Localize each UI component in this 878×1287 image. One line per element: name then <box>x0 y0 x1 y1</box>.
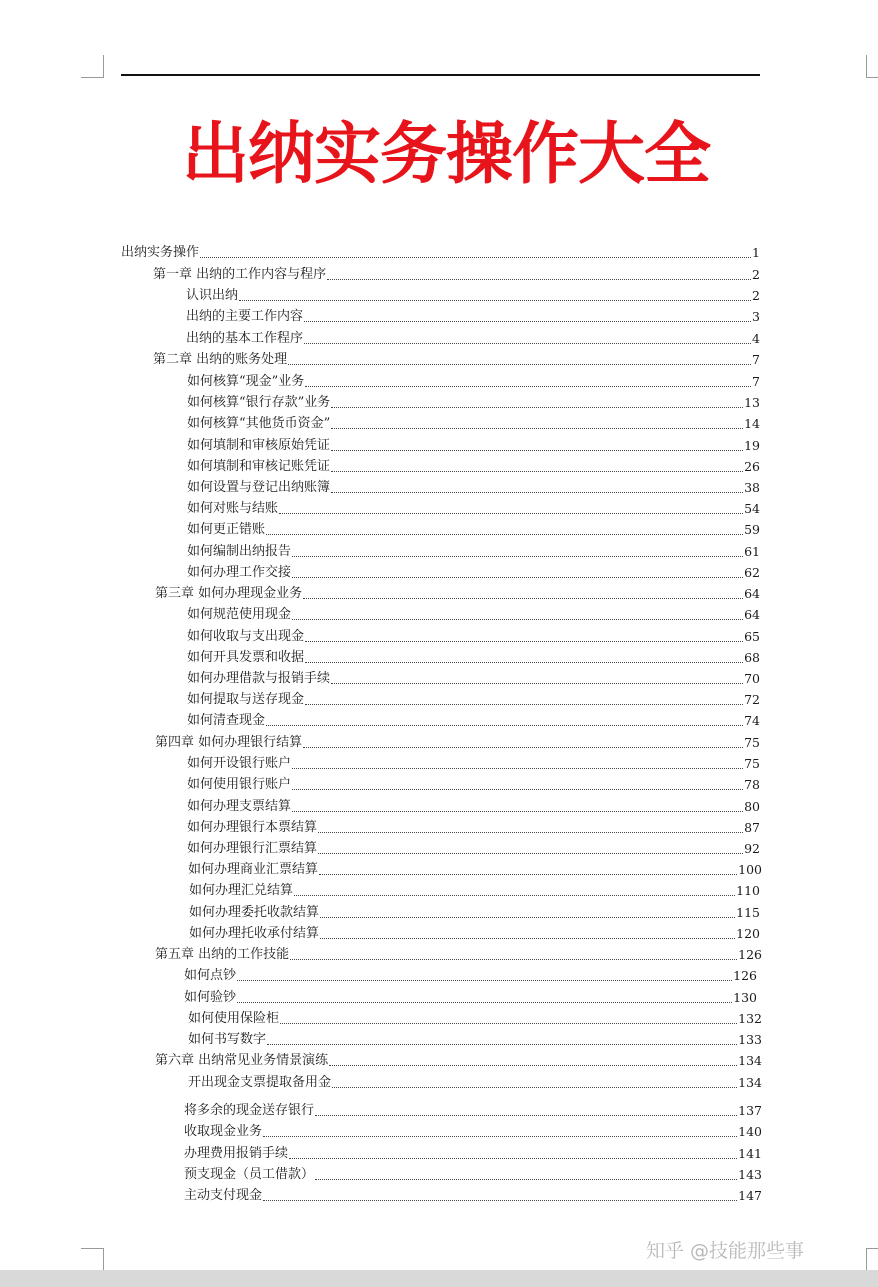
toc-page-number: 68 <box>744 650 760 665</box>
toc-entry[interactable] <box>187 605 760 623</box>
toc-entry-title: 第三章 如何办理现金业务 <box>155 586 303 601</box>
toc-page-number: 65 <box>744 629 760 644</box>
toc-entry-title: 将多余的现金送存银行 <box>184 1103 315 1118</box>
toc-dot-leader <box>331 491 743 493</box>
toc-dot-leader <box>279 512 743 514</box>
toc-dot-leader <box>305 385 751 387</box>
toc-page-number: 14 <box>744 416 760 431</box>
toc-page-number: 26 <box>744 459 760 474</box>
toc-entry[interactable] <box>187 563 760 581</box>
toc-entry-title: 主动支付现金 <box>184 1188 263 1203</box>
toc-entry[interactable] <box>187 457 760 475</box>
toc-page-number: 75 <box>744 756 760 771</box>
toc-dot-leader <box>200 256 751 258</box>
toc-entry-title: 办理费用报销手续 <box>184 1146 289 1161</box>
toc-dot-leader <box>239 299 751 301</box>
toc-dot-leader <box>305 703 743 705</box>
toc-entry-title: 如何收取与支出现金 <box>187 629 305 644</box>
toc-entry[interactable] <box>187 542 760 560</box>
toc-dot-leader <box>292 618 743 620</box>
toc-entry[interactable] <box>153 350 760 368</box>
toc-entry-title: 第二章 出纳的账务处理 <box>153 352 288 367</box>
toc-entry[interactable] <box>184 1144 762 1162</box>
toc-entry-title: 如何核算“现金”业务 <box>187 374 305 389</box>
toc-dot-leader <box>319 873 737 875</box>
toc-entry[interactable] <box>188 1030 762 1048</box>
toc-dot-leader <box>320 916 735 918</box>
toc-page-number: 141 <box>738 1146 762 1161</box>
toc-entry[interactable] <box>187 754 760 772</box>
toc-dot-leader <box>305 661 743 663</box>
toc-dot-leader <box>263 1199 737 1201</box>
toc-entry-title: 如何设置与登记出纳账簿 <box>187 480 331 495</box>
watermark: 知乎 @技能那些事 <box>646 1240 805 1262</box>
toc-entry-title: 如何更正错账 <box>187 522 266 537</box>
toc-page-number: 132 <box>738 1011 762 1026</box>
toc-entry[interactable] <box>189 903 760 921</box>
toc-dot-leader <box>303 597 743 599</box>
toc-entry[interactable] <box>187 839 760 857</box>
toc-dot-leader <box>331 682 743 684</box>
toc-entry[interactable] <box>188 860 762 878</box>
toc-page-number: 2 <box>752 288 760 303</box>
toc-entry[interactable] <box>188 1009 762 1027</box>
toc-entry[interactable] <box>155 945 762 963</box>
toc-entry-title: 如何办理银行汇票结算 <box>187 841 318 856</box>
toc-dot-leader <box>292 810 743 812</box>
toc-dot-leader <box>266 533 743 535</box>
toc-entry-title: 出纳的基本工作程序 <box>186 331 304 346</box>
toc-page-number: 134 <box>738 1075 762 1090</box>
crop-mark-top-left <box>81 55 104 78</box>
toc-entry-title: 认识出纳 <box>186 288 239 303</box>
toc-entry[interactable] <box>187 436 760 454</box>
toc-page-number: 59 <box>744 522 760 537</box>
toc-entry[interactable] <box>187 818 760 836</box>
toc-entry[interactable] <box>187 690 760 708</box>
toc-page-number: 38 <box>744 480 760 495</box>
toc-entry[interactable] <box>187 669 760 687</box>
toc-entry-title: 如何办理工作交接 <box>187 565 292 580</box>
toc-page-number: 70 <box>744 671 760 686</box>
toc-entry[interactable] <box>184 1186 762 1204</box>
toc-dot-leader <box>292 767 743 769</box>
toc-entry-title: 第六章 出纳常见业务情景演练 <box>155 1053 329 1068</box>
toc-page-number: 1 <box>752 245 760 260</box>
toc-dot-leader <box>280 1022 737 1024</box>
toc-entry[interactable] <box>188 1073 762 1091</box>
toc-entry[interactable] <box>184 966 757 984</box>
toc-page-number: 130 <box>733 990 757 1005</box>
toc-dot-leader <box>315 1178 737 1180</box>
toc-entry-title: 如何开具发票和收据 <box>187 650 305 665</box>
toc-dot-leader <box>318 852 743 854</box>
toc-entry[interactable] <box>187 499 760 517</box>
toc-dot-leader <box>318 831 743 833</box>
toc-page-number: 137 <box>738 1103 762 1118</box>
toc-page-number: 61 <box>744 544 760 559</box>
toc-entry[interactable] <box>187 711 760 729</box>
toc-page-number: 115 <box>736 905 760 920</box>
toc-entry-title: 如何对账与结账 <box>187 501 279 516</box>
toc-dot-leader <box>290 958 737 960</box>
header-rule <box>121 74 760 76</box>
toc-entry-title: 如何填制和审核原始凭证 <box>187 438 331 453</box>
toc-entry-title: 如何提取与送存现金 <box>187 692 305 707</box>
toc-entry-title: 开出现金支票提取备用金 <box>188 1075 332 1090</box>
toc-page-number: 143 <box>738 1167 762 1182</box>
toc-dot-leader <box>320 937 735 939</box>
toc-entry-title: 如何办理借款与报销手续 <box>187 671 331 686</box>
viewer-bottom-bar <box>0 1270 878 1287</box>
toc-entry[interactable] <box>189 924 760 942</box>
toc-dot-leader <box>289 1157 737 1159</box>
toc-entry-title: 第四章 如何办理银行结算 <box>155 735 303 750</box>
crop-mark-top-right <box>866 55 878 78</box>
toc-dot-leader <box>305 640 743 642</box>
toc-entry[interactable] <box>187 478 760 496</box>
toc-entry-title: 如何填制和审核记账凭证 <box>187 459 331 474</box>
toc-entry-title: 如何书写数字 <box>188 1032 267 1047</box>
toc-page-number: 2 <box>752 267 760 282</box>
toc-entry-title: 如何使用保险柜 <box>188 1011 280 1026</box>
toc-entry[interactable] <box>186 329 760 347</box>
toc-entry-title: 如何开设银行账户 <box>187 756 292 771</box>
toc-entry-title: 如何办理支票结算 <box>187 799 292 814</box>
toc-entry[interactable] <box>184 1122 762 1140</box>
crop-mark-bottom-right <box>866 1248 878 1271</box>
toc-page-number: 64 <box>744 586 760 601</box>
toc-dot-leader <box>237 979 732 981</box>
toc-entry-title: 如何点钞 <box>184 968 237 983</box>
toc-entry[interactable] <box>187 372 760 390</box>
toc-dot-leader <box>304 320 751 322</box>
toc-page-number: 92 <box>744 841 760 856</box>
toc-entry-title: 如何验钞 <box>184 990 237 1005</box>
toc-page-number: 75 <box>744 735 760 750</box>
toc-page-number: 62 <box>744 565 760 580</box>
toc-dot-leader <box>266 724 743 726</box>
toc-entry[interactable] <box>187 393 760 411</box>
toc-page-number: 78 <box>744 777 760 792</box>
toc-entry[interactable] <box>186 307 760 325</box>
toc-entry-title: 如何清查现金 <box>187 713 266 728</box>
document-title: 出纳实务操作大全 <box>182 115 710 193</box>
toc-dot-leader <box>331 427 743 429</box>
toc-entry[interactable] <box>184 1101 762 1119</box>
toc-dot-leader <box>292 555 743 557</box>
toc-entry[interactable] <box>187 520 760 538</box>
toc-dot-leader <box>267 1043 737 1045</box>
toc-dot-leader <box>237 1001 732 1003</box>
toc-page-number: 133 <box>738 1032 762 1047</box>
toc-dot-leader <box>331 449 743 451</box>
toc-dot-leader <box>304 342 751 344</box>
toc-dot-leader <box>315 1114 737 1116</box>
toc-page-number: 134 <box>738 1053 762 1068</box>
toc-page-number: 72 <box>744 692 760 707</box>
toc-page-number: 147 <box>738 1188 762 1203</box>
toc-dot-leader <box>292 576 743 578</box>
toc-page-number: 126 <box>738 947 762 962</box>
toc-entry[interactable] <box>155 584 760 602</box>
toc-entry-title: 第一章 出纳的工作内容与程序 <box>153 267 327 282</box>
toc-page-number: 100 <box>738 862 762 877</box>
toc-entry-title: 如何核算“其他货币资金” <box>187 416 331 431</box>
toc-entry-title: 收取现金业务 <box>184 1124 263 1139</box>
toc-entry-title: 如何使用银行账户 <box>187 777 292 792</box>
toc-entry[interactable] <box>187 797 760 815</box>
toc-dot-leader <box>294 894 735 896</box>
toc-page-number: 80 <box>744 799 760 814</box>
toc-dot-leader <box>263 1135 737 1137</box>
toc-entry[interactable] <box>187 775 760 793</box>
toc-page-number: 110 <box>736 883 760 898</box>
toc-dot-leader <box>331 406 743 408</box>
toc-page-number: 87 <box>744 820 760 835</box>
toc-entry-title: 如何核算“银行存款”业务 <box>187 395 331 410</box>
toc-dot-leader <box>288 363 751 365</box>
toc-dot-leader <box>292 788 743 790</box>
toc-page-number: 74 <box>744 713 760 728</box>
toc-entry[interactable] <box>155 1051 762 1069</box>
toc-entry-title: 第五章 出纳的工作技能 <box>155 947 290 962</box>
toc-page-number: 54 <box>744 501 760 516</box>
toc-entry[interactable] <box>184 1165 762 1183</box>
toc-page-number: 64 <box>744 607 760 622</box>
toc-dot-leader <box>303 746 743 748</box>
toc-entry-title: 预支现金（员工借款） <box>184 1167 315 1182</box>
toc-page-number: 19 <box>744 438 760 453</box>
toc-dot-leader <box>331 470 743 472</box>
toc-dot-leader <box>327 278 751 280</box>
toc-entry[interactable] <box>187 414 760 432</box>
toc-entry[interactable] <box>186 286 760 304</box>
toc-page-number: 13 <box>744 395 760 410</box>
toc-page-number: 120 <box>736 926 760 941</box>
toc-entry-title: 出纳的主要工作内容 <box>186 309 304 324</box>
toc-entry-title: 如何办理银行本票结算 <box>187 820 318 835</box>
toc-entry-title: 如何办理汇兑结算 <box>189 883 294 898</box>
toc-page-number: 4 <box>752 331 760 346</box>
toc-page-number: 3 <box>752 309 760 324</box>
toc-page-number: 7 <box>752 374 760 389</box>
toc-entry[interactable] <box>187 627 760 645</box>
toc-entry-title: 如何办理商业汇票结算 <box>188 862 319 877</box>
toc-page-number: 7 <box>752 352 760 367</box>
toc-entry-title: 如何规范使用现金 <box>187 607 292 622</box>
toc-entry[interactable] <box>153 265 760 283</box>
toc-dot-leader <box>329 1064 737 1066</box>
toc-page-number: 140 <box>738 1124 762 1139</box>
toc-entry[interactable] <box>121 243 760 261</box>
toc-entry[interactable] <box>155 733 760 751</box>
toc-entry-title: 如何编制出纳报告 <box>187 544 292 559</box>
toc-entry[interactable] <box>187 648 760 666</box>
toc-dot-leader <box>332 1086 737 1088</box>
toc-entry-title: 如何办理托收承付结算 <box>189 926 320 941</box>
toc-entry[interactable] <box>189 881 760 899</box>
toc-entry[interactable] <box>184 988 757 1006</box>
toc-entry-title: 出纳实务操作 <box>121 245 200 260</box>
crop-mark-bottom-left <box>81 1248 104 1271</box>
toc-entry-title: 如何办理委托收款结算 <box>189 905 320 920</box>
toc-page-number: 126 <box>733 968 757 983</box>
